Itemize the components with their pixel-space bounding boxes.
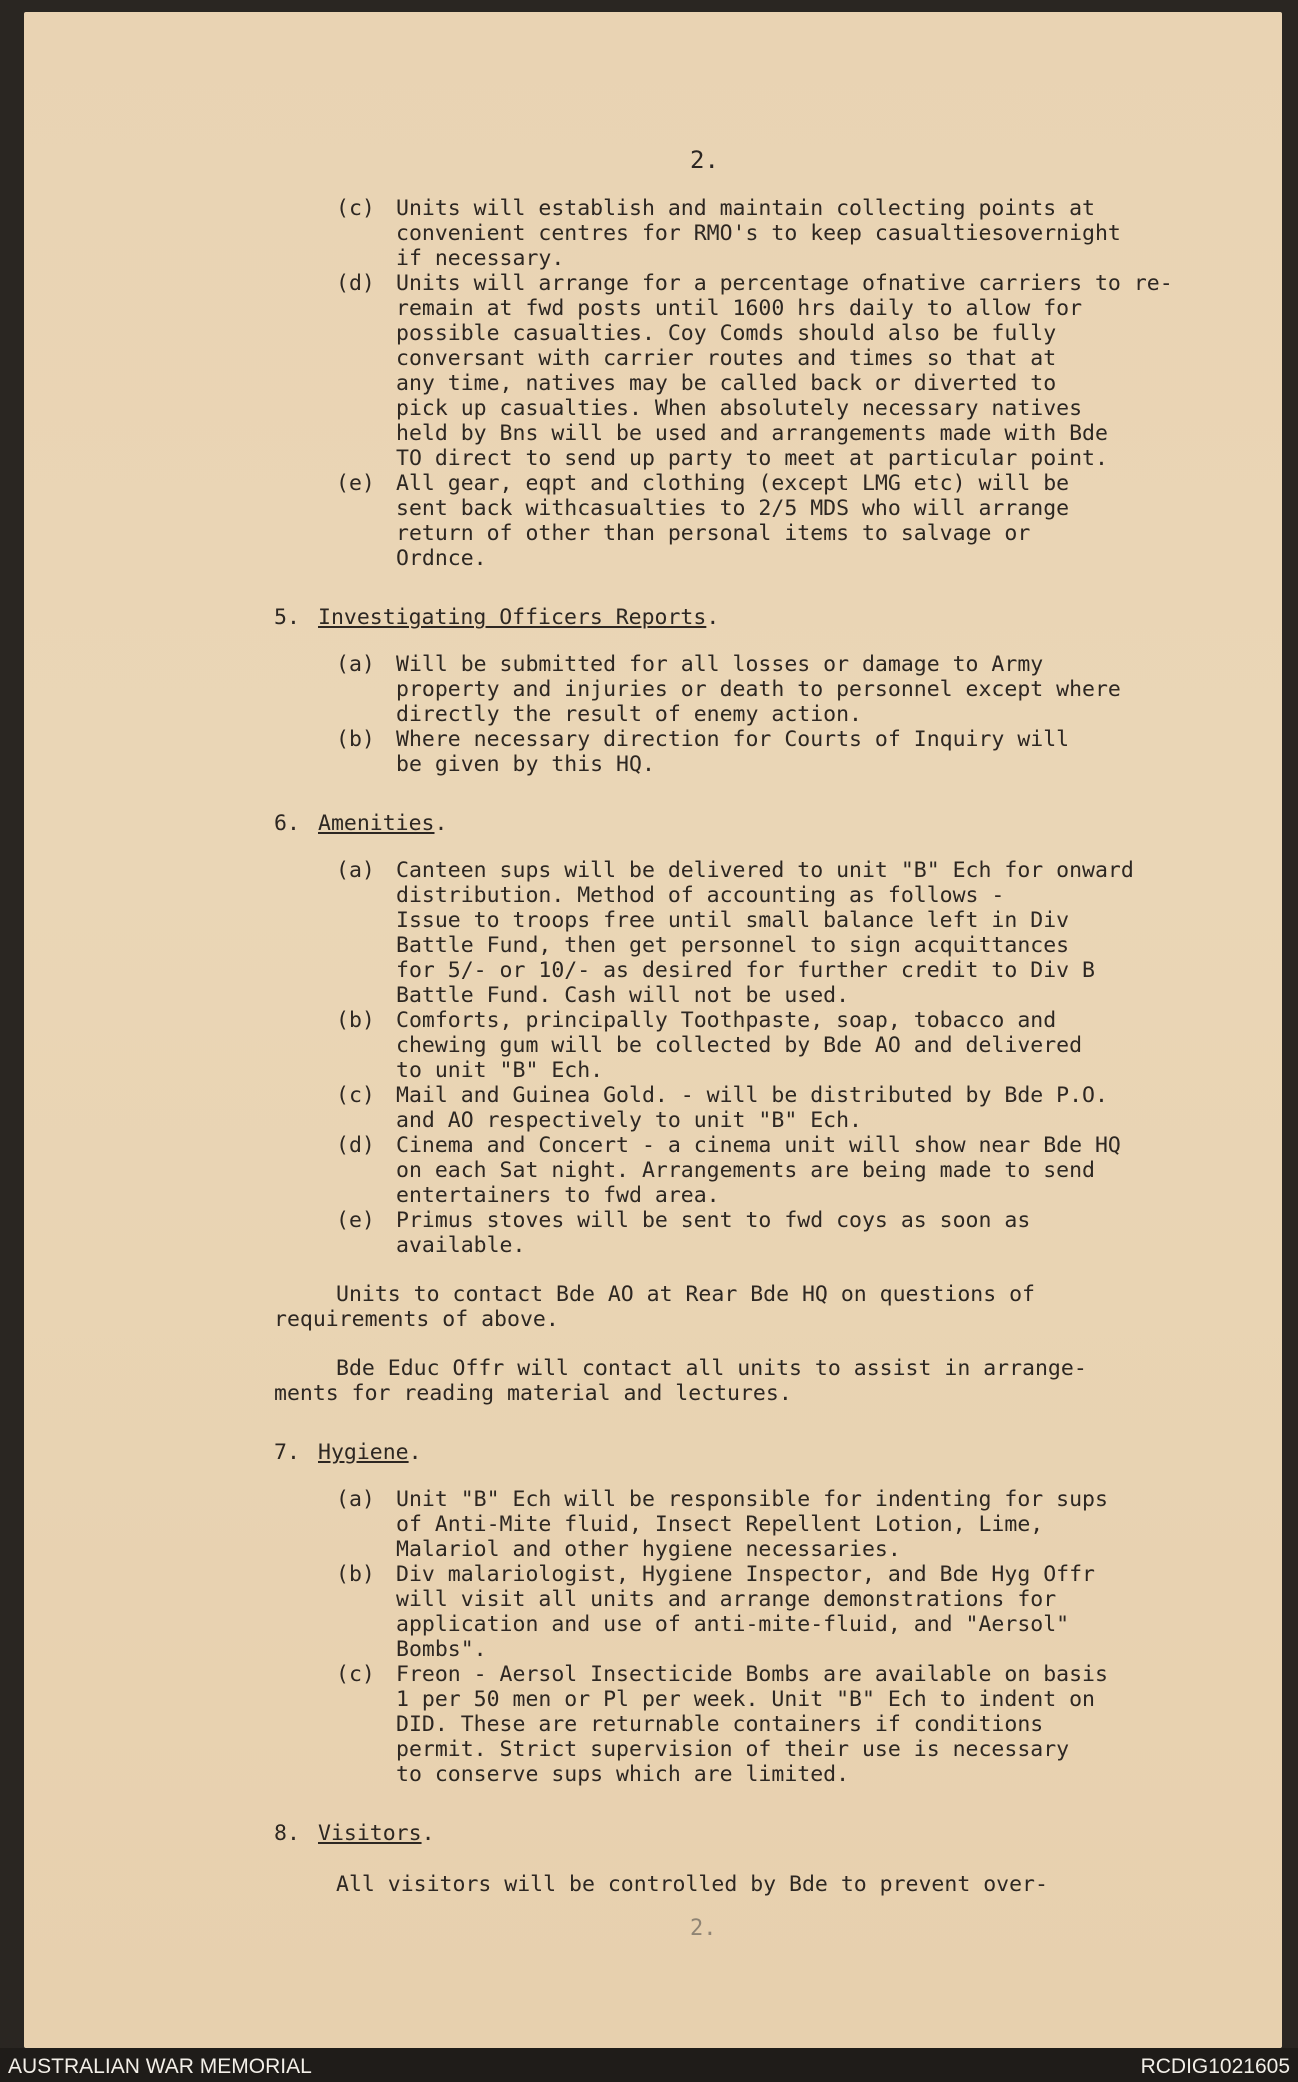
list-item: (b) Comforts, principally Toothpaste, soap, tobacco and chewing gum will be collected by Bde AO and delivered to unit "B" Ech.	[336, 1008, 1083, 1083]
list-item: (b) Div malariologist, Hygiene Inspector, and Bde Hyg Offr will visit all units and arrange demonstrations for application and use of anti-mite-fluid, and "Aersol" Bombs".	[336, 1562, 1095, 1662]
footer-id: RCDIG1021605	[1140, 2055, 1290, 2078]
list-item: (c) Mail and Guinea Gold. - will be distributed by Bde P.O. and AO respectively to unit "B" Ech.	[336, 1083, 1108, 1133]
list-item: (b) Where necessary direction for Courts of Inquiry will be given by this HQ.	[336, 727, 1070, 777]
list-item: (c) Freon - Aersol Insecticide Bombs are available on basis 1 per 50 men or Pl per week. Unit "B" Ech to indent on DID. These are returnable containers if conditions permit. Strict supervision of their use is necessary to conserve sups which are limited.	[336, 1662, 1108, 1787]
section-title: Visitors	[318, 1821, 422, 1846]
section-heading: 8. Visitors.	[274, 1821, 435, 1846]
page-number-bottom: 2.	[690, 1916, 717, 1941]
paragraph: Bde Educ Offr will contact all units to assist in arrange- ments for reading material and lectures.	[274, 1356, 1087, 1406]
footer-source: AUSTRALIAN WAR MEMORIAL	[8, 2055, 312, 2078]
list-item: (d) Cinema and Concert - a cinema unit will show near Bde HQ on each Sat night. Arrangements are being made to send entertainers to fwd area.	[336, 1133, 1121, 1208]
page-number: 2.	[690, 146, 719, 174]
section-heading: 7. Hygiene.	[274, 1440, 422, 1465]
paragraph: Units to contact Bde AO at Rear Bde HQ on questions of requirements of above.	[274, 1282, 1035, 1332]
section-title: Investigating Officers Reports	[318, 605, 707, 630]
section-title: Amenities	[318, 811, 435, 836]
list-item: (e) All gear, eqpt and clothing (except LMG etc) will be sent back withcasualties to 2/5 MDS who will arrange return of other than personal items to salvage or Ordnce.	[336, 471, 1070, 571]
section-items	[336, 652, 1264, 777]
document-body	[274, 196, 1264, 1897]
footer-bar	[0, 2048, 1298, 2082]
section-heading: 6. Amenities.	[274, 811, 448, 836]
list-item: (a) Unit "B" Ech will be responsible for indenting for sups of Anti-Mite fluid, Insect Repellent Lotion, Lime, Malariol and other hygiene necessaries.	[336, 1487, 1108, 1562]
list-item: (a) Will be submitted for all losses or damage to Army property and injuries or death to personnel except where directly the result of enemy action.	[336, 652, 1121, 727]
section-heading: 5. Investigating Officers Reports.	[274, 605, 720, 630]
section-title: Hygiene	[318, 1440, 409, 1465]
list-item: (a) Canteen sups will be delivered to unit "B" Ech for onward distribution. Method of accounting as follows - Issue to troops free until small balance left in Div Battle Fund, then get personnel to sign acquittances for 5/- or 10/- as desired for further credit to Div B Battle Fund. Cash will not be used.	[336, 858, 1134, 1008]
continued-items	[336, 196, 1264, 571]
list-item: (d) Units will arrange for a percentage ofnative carriers to re- remain at fwd posts until 1600 hrs daily to allow for possible casualties. Coy Comds should also be fully conversant with carrier routes and times so that at any time, natives may be called back or diverted to pick up casualties. When absolutely necessary natives held by Bns will be used and arrangements made with Bde TO direct to send up party to meet at particular point.	[336, 271, 1173, 471]
section-items	[336, 1487, 1264, 1787]
list-item: (e) Primus stoves will be sent to fwd coys as soon as available.	[336, 1208, 1031, 1258]
list-item: (c) Units will establish and maintain collecting points at convenient centres for RMO's to keep casualtiesovernight if necessary.	[336, 196, 1121, 271]
section-items	[336, 858, 1264, 1258]
document-page	[24, 12, 1282, 2048]
continuation-text: All visitors will be controlled by Bde to prevent over-	[336, 1872, 1048, 1897]
